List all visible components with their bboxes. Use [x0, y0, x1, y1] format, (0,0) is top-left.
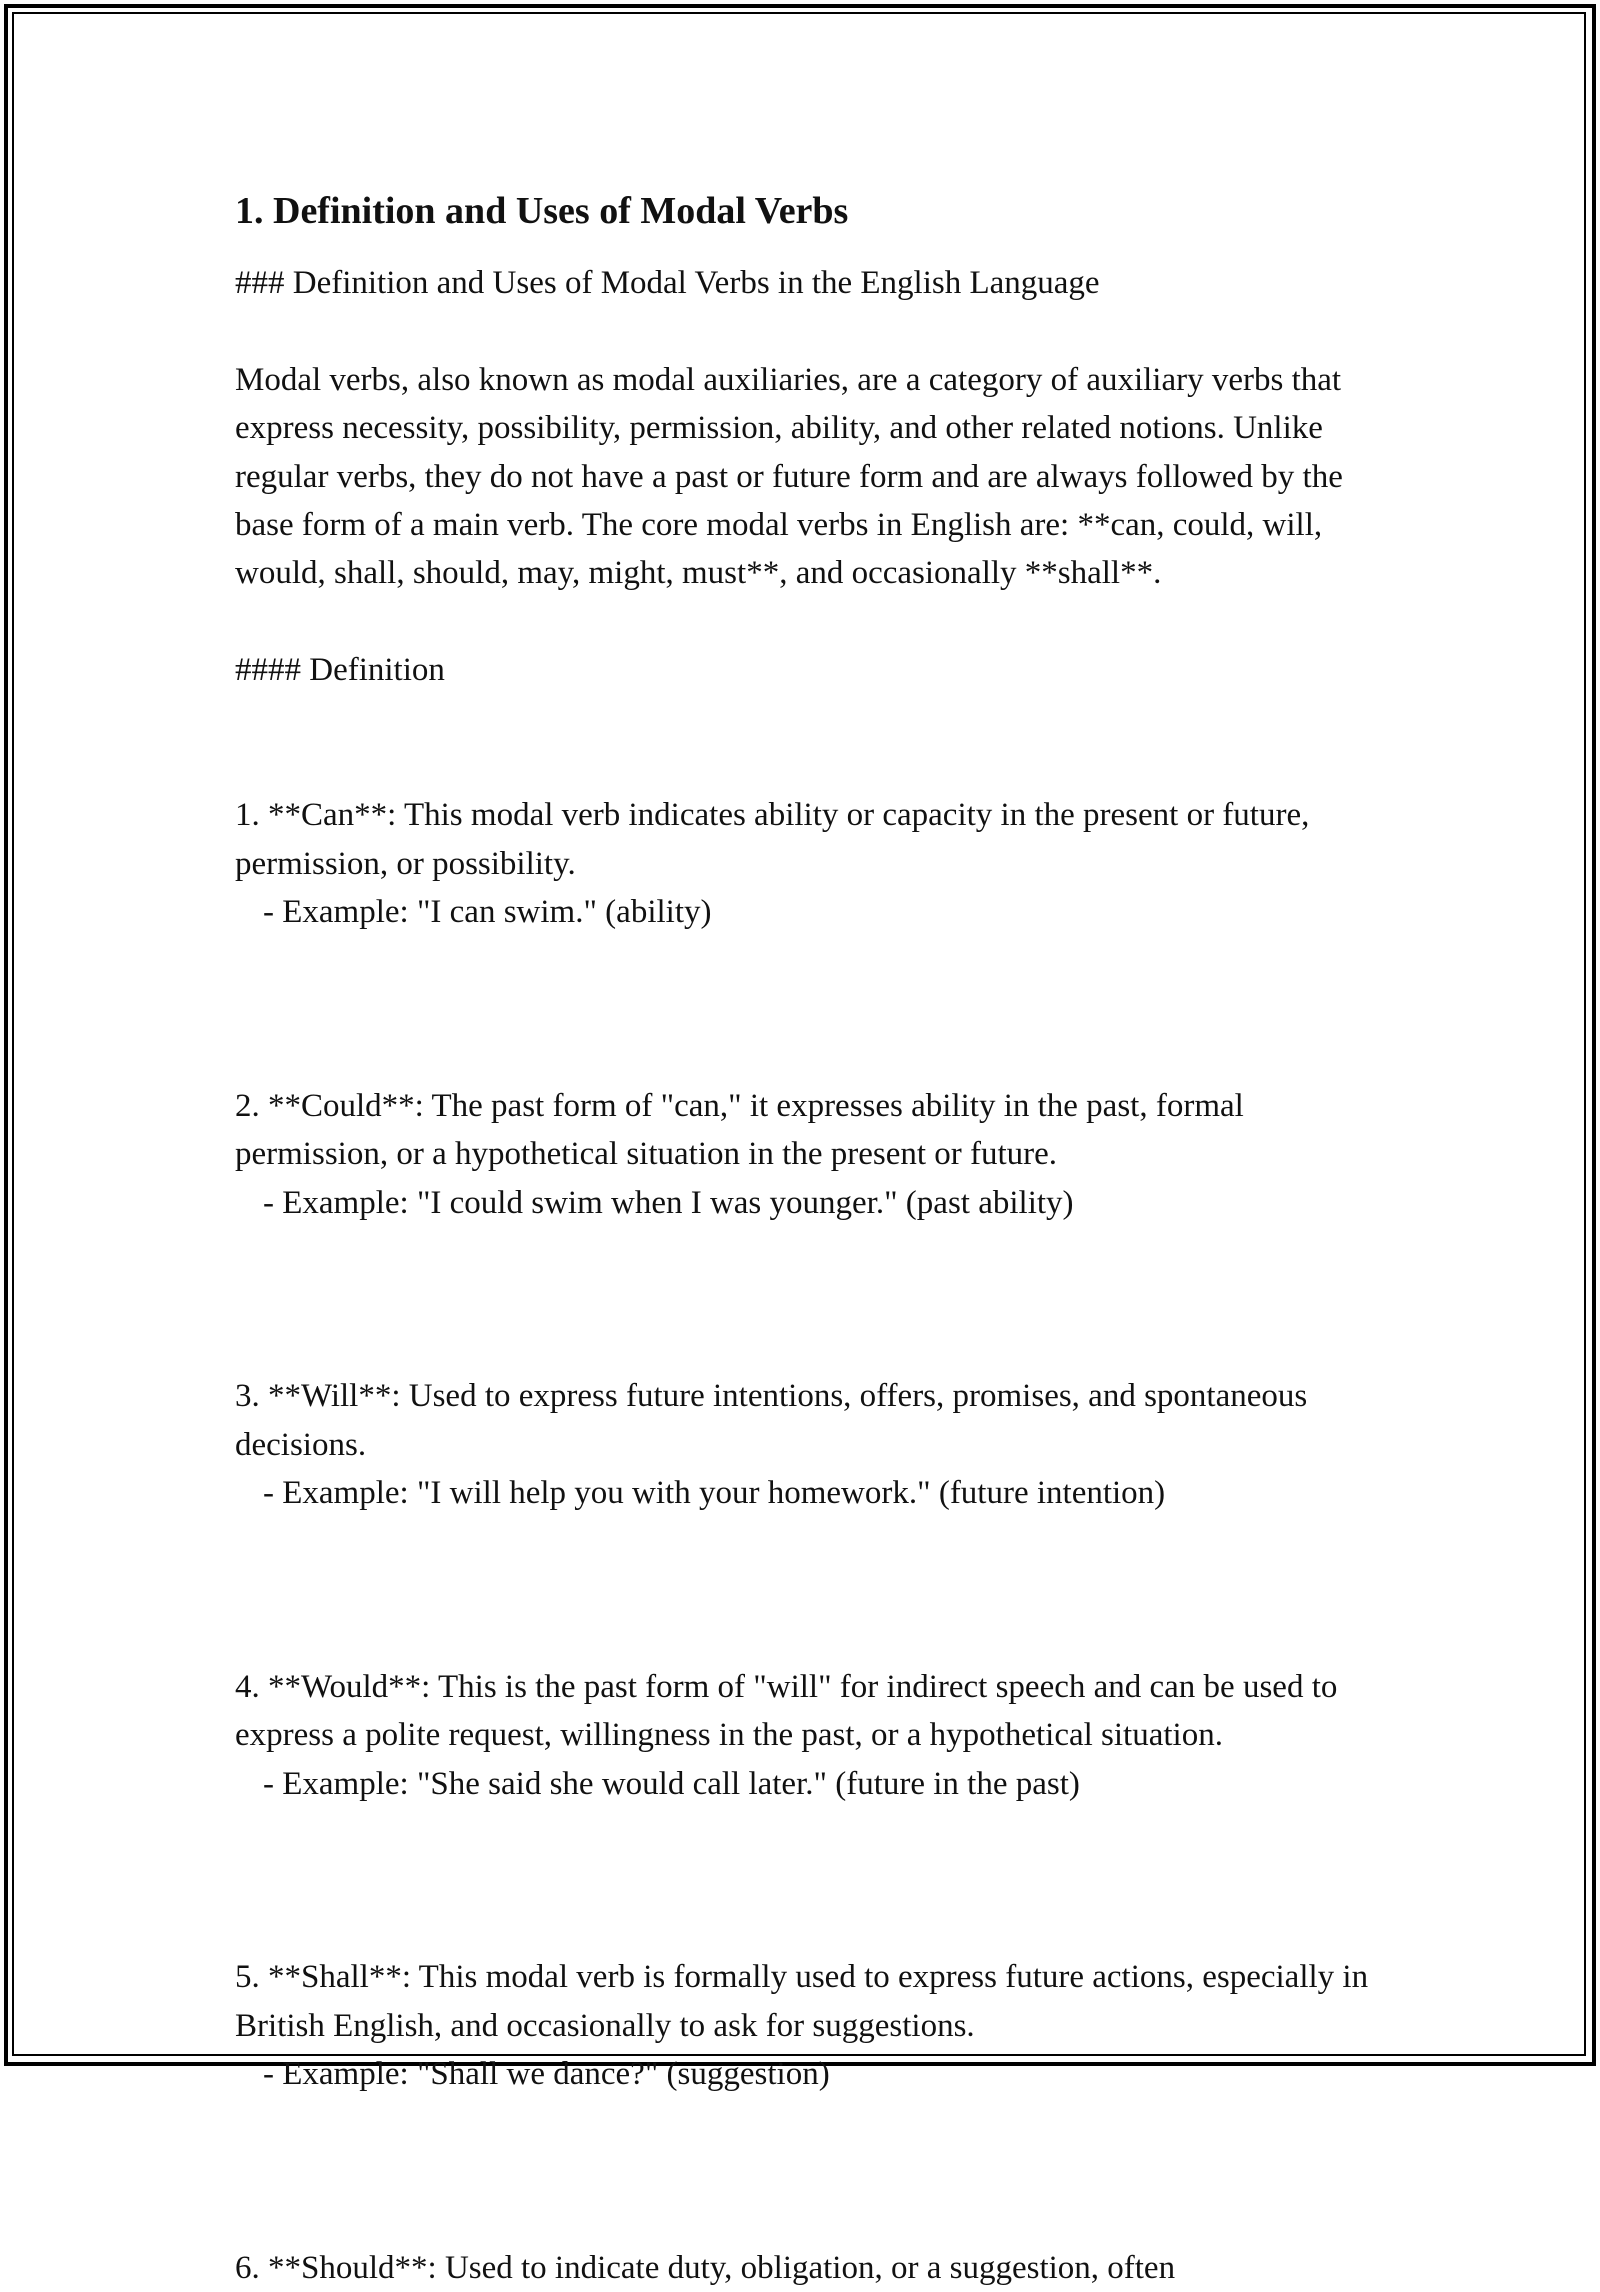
list-item-will: [235, 1324, 1375, 1566]
list-item-example: - Example: "I can swim." (ability): [263, 894, 712, 931]
list-item-example: - Example: "I will help you with your homework." (future intention): [263, 1475, 1166, 1512]
section-subheading: ### Definition and Uses of Modal Verbs in the English Language: [235, 265, 1100, 301]
intro-paragraph: Modal verbs, also known as modal auxiliaries, are a category of auxiliary verbs that express necessity, possibility, permission, ability, and other related notions. Unlike regular verbs, they do not have a past or future form and are always followed by the base form of a main verb. The core modal verbs in English are: **can, could, will, would, shall, should, may, might, must**, and occasionally **shall**.: [235, 361, 1343, 592]
list-item-example: - Example: "I could swim when I was younger." (past ability): [263, 1184, 1074, 1221]
list-item-text: 1. **Can**: This modal verb indicates ability or capacity in the present or future, permission, or possibility.: [235, 797, 1310, 882]
list-item-shall: [235, 1905, 1375, 2147]
list-item-can: [235, 743, 1375, 985]
list-item-should: [235, 2195, 1375, 2292]
list-item-example: - Example: "Shall we dance?" (suggestion): [263, 2055, 830, 2092]
list-item-could: [235, 1033, 1375, 1275]
document-title: 1. Definition and Uses of Modal Verbs: [235, 190, 849, 232]
list-item-text: 5. **Shall**: This modal verb is formally used to express future actions, especially in British English, and occasionally to ask for suggestions.: [235, 1959, 1369, 2044]
list-item-example: - Example: "She said she would call later." (future in the past): [263, 1765, 1080, 1802]
definition-heading: #### Definition: [235, 652, 445, 689]
list-item-text: 3. **Will**: Used to express future intentions, offers, promises, and spontaneous decisions.: [235, 1378, 1308, 1463]
list-item-text: 6. **Should**: Used to indicate duty, obligation, or a suggestion, often: [235, 2249, 1176, 2286]
document-body: [235, 185, 1375, 2292]
list-item-would: [235, 1614, 1375, 1856]
list-item-text: 2. **Could**: The past form of "can," it expresses ability in the past, formal permission, or a hypothetical situation in the present or future.: [235, 1087, 1244, 1173]
list-item-text: 4. **Would**: This is the past form of "will" for indirect speech and can be used to express a polite request, willingness in the past, or a hypothetical situation.: [235, 1668, 1338, 1754]
